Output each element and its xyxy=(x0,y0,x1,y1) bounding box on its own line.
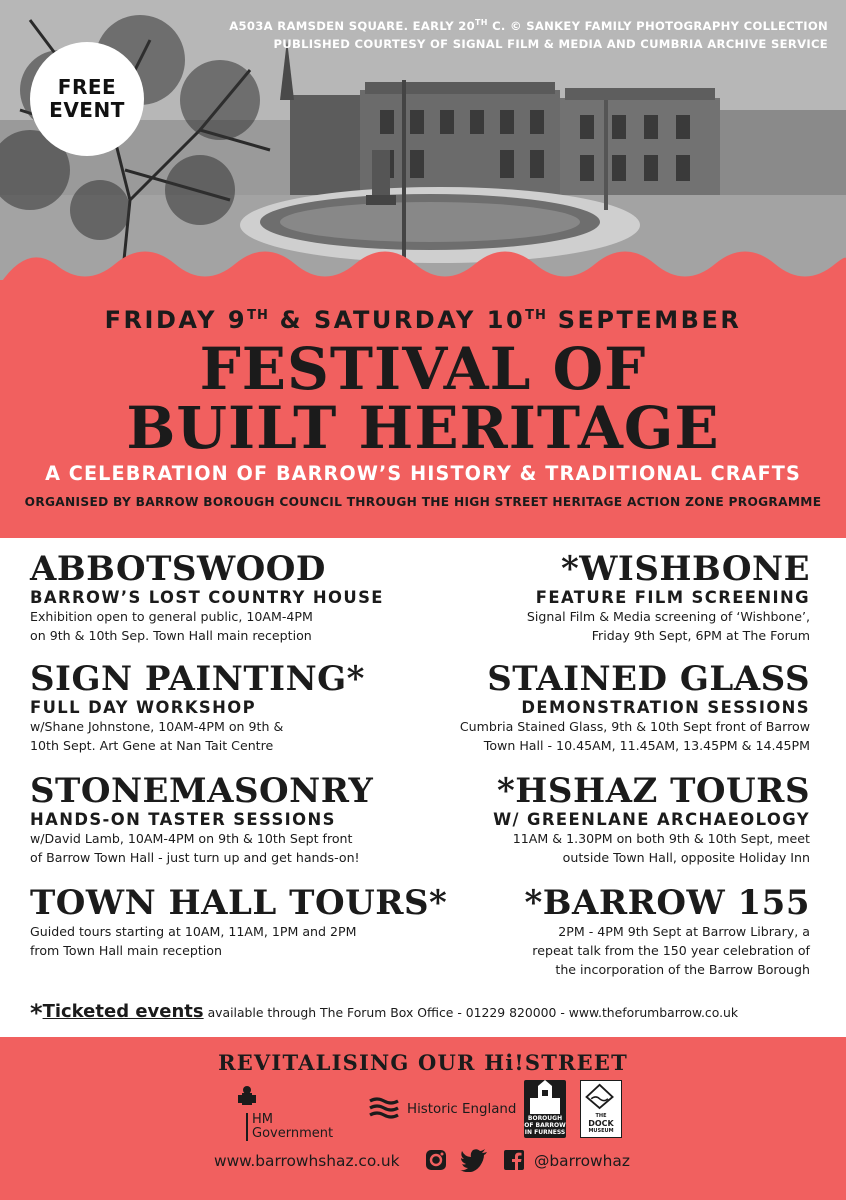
event-title: *WISHBONE xyxy=(560,549,810,589)
organiser-line: ORGANISED BY BARROW BOROUGH COUNCIL THROUGH THE HIGH STREET HERITAGE ACTION ZONE PROGRAMME xyxy=(24,495,822,509)
event-wishbone xyxy=(527,550,810,645)
event-desc: Guided tours starting at 10AM, 11AM, 1PM and 2PM xyxy=(30,924,357,939)
event-stonemasonry xyxy=(30,772,373,867)
free-event-badge xyxy=(30,42,144,156)
hm-government-logo xyxy=(237,1083,347,1141)
photo-credit: A503A RAMSDEN SQUARE. EARLY 20TH C. © SANKEY FAMILY PHOTOGRAPHY COLLECTION PUBLISHED COURTESY OF SIGNAL FILM & MEDIA AND CUMBRIA ARCHIVE SERVICE xyxy=(229,18,828,51)
event-stained-glass xyxy=(460,660,810,755)
event-desc: 10th Sept. Art Gene at Nan Tait Centre xyxy=(30,738,274,753)
event-title: *HSHAZ TOURS xyxy=(497,771,810,811)
event-desc: w/Shane Johnstone, 10AM-4PM on 9th & xyxy=(30,719,284,734)
event-dates: FRIDAY 9TH & SATURDAY 10TH SEPTEMBER xyxy=(104,306,742,334)
event-title: ABBOTSWOOD xyxy=(30,549,326,589)
event-title: SIGN PAINTING* xyxy=(30,659,365,699)
dock-museum-text: THE DOCK MUSEUM xyxy=(588,1113,614,1134)
event-desc: w/David Lamb, 10AM-4PM on 9th & 10th Sept front xyxy=(30,831,353,846)
dock-museum-icon xyxy=(581,1081,620,1111)
ticketed-events-note xyxy=(30,999,738,1027)
event-title: TOWN HALL TOURS* xyxy=(30,883,448,923)
event-desc: Cumbria Stained Glass, 9th & 10th Sept front of Barrow xyxy=(459,719,810,734)
revitalising-heading: REVITALISING OUR Hi!STREET xyxy=(218,1050,628,1075)
website-link[interactable]: www.barrowhshaz.co.uk xyxy=(214,1152,400,1170)
festival-subtitle: A CELEBRATION OF BARROW’S HISTORY & TRADITIONAL CRAFTS xyxy=(45,462,801,485)
event-desc: repeat talk from the 150 year celebration of xyxy=(532,943,810,958)
instagram-icon[interactable] xyxy=(424,1148,448,1172)
town-hall-icon xyxy=(524,1080,566,1120)
event-subtitle: W/ GREENLANE ARCHAEOLOGY xyxy=(493,810,810,829)
event-desc: the incorporation of the Barrow Borough xyxy=(555,962,810,977)
historic-england-icon xyxy=(369,1096,399,1122)
dock-museum-logo xyxy=(580,1080,622,1138)
ticket-star: * xyxy=(30,999,43,1027)
event-desc: of Barrow Town Hall - just turn up and get hands-on! xyxy=(30,850,360,865)
ticket-info: available through The Forum Box Office - 01229 820000 - www.theforumbarrow.co.uk xyxy=(203,1005,739,1020)
ticketed-events-label: Ticketed events xyxy=(42,1001,204,1022)
event-subtitle: FULL DAY WORKSHOP xyxy=(30,698,257,717)
event-desc: Exhibition open to general public, 10AM-4PM xyxy=(30,609,313,624)
event-desc: on 9th & 10th Sep. Town Hall main reception xyxy=(30,628,312,643)
barrow-borough-logo xyxy=(524,1080,566,1138)
facebook-icon[interactable] xyxy=(502,1148,526,1172)
event-desc: Town Hall - 10.45AM, 11.45AM, 13.45PM & 14.45PM xyxy=(483,738,810,753)
event-desc: from Town Hall main reception xyxy=(30,943,222,958)
twitter-icon[interactable] xyxy=(460,1148,488,1172)
hm-government-text: HM Government xyxy=(246,1113,347,1141)
event-title: STAINED GLASS xyxy=(487,659,810,699)
event-subtitle: BARROW’S LOST COUNTRY HOUSE xyxy=(30,588,384,607)
badge-line-free: FREE xyxy=(57,75,117,99)
event-town-hall-tours xyxy=(30,884,447,960)
event-desc: Signal Film & Media screening of ‘Wishbone’, xyxy=(526,609,810,624)
event-subtitle: FEATURE FILM SCREENING xyxy=(535,588,810,607)
wave-divider xyxy=(0,234,846,294)
historic-england-text: Historic England xyxy=(407,1102,517,1117)
event-subtitle: HANDS-ON TASTER SESSIONS xyxy=(30,810,336,829)
event-desc: Friday 9th Sept, 6PM at The Forum xyxy=(591,628,810,643)
event-hshaz-tours xyxy=(493,772,810,867)
event-title: *BARROW 155 xyxy=(524,883,810,923)
festival-title: FESTIVAL OF BUILT HERITAGE xyxy=(126,335,720,462)
event-desc: 2PM - 4PM 9th Sept at Barrow Library, a xyxy=(558,924,810,939)
event-desc: outside Town Hall, opposite Holiday Inn xyxy=(562,850,810,865)
event-abbotswood xyxy=(30,550,384,645)
crest-icon xyxy=(237,1085,257,1109)
event-sign-painting xyxy=(30,660,365,755)
event-desc: 11AM & 1.30PM on both 9th & 10th Sept, meet xyxy=(512,831,810,846)
social-handle[interactable]: @barrowhaz xyxy=(534,1152,630,1170)
historic-england-logo xyxy=(369,1096,519,1126)
event-title: STONEMASONRY xyxy=(30,771,374,811)
badge-line-event: EVENT xyxy=(49,98,125,122)
barrow-borough-text: BOROUGH OF BARROW IN FURNESS xyxy=(524,1115,566,1136)
event-subtitle: DEMONSTRATION SESSIONS xyxy=(521,698,810,717)
event-barrow-155 xyxy=(524,884,810,979)
